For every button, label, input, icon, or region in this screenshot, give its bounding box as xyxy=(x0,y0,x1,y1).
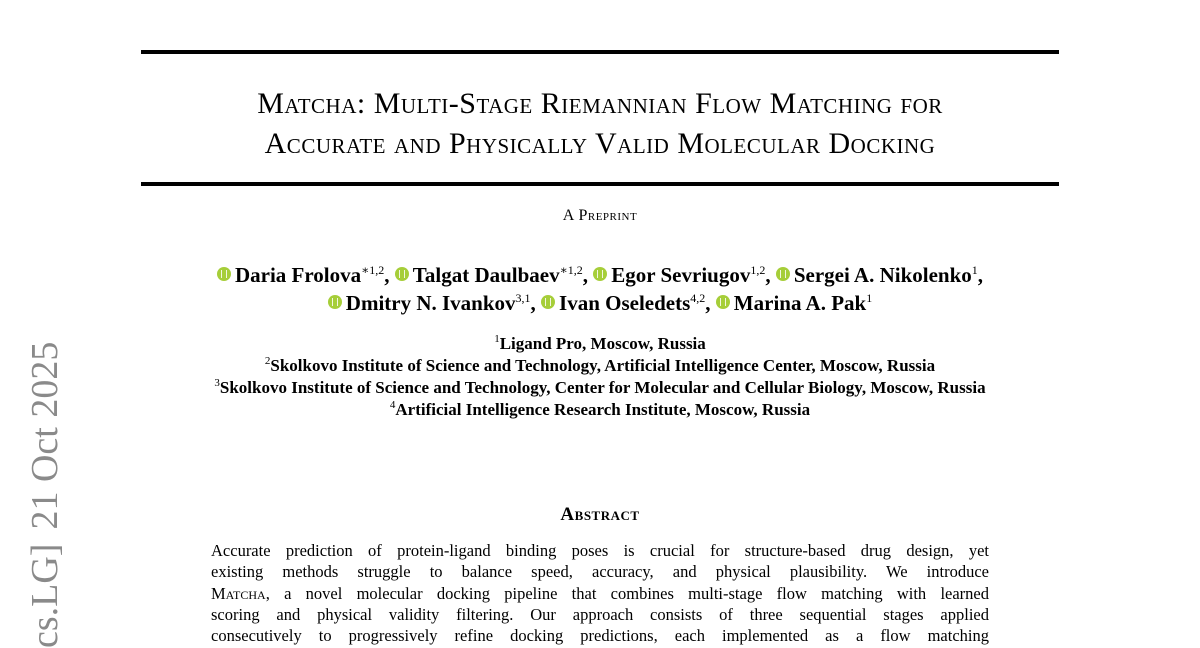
author-affiliation-mark: 1,2 xyxy=(750,263,766,277)
orcid-icon[interactable] xyxy=(328,295,342,309)
affiliation xyxy=(100,333,1100,355)
author-affiliation-mark: 3,1 xyxy=(515,291,531,305)
affiliation xyxy=(100,399,1100,421)
orcid-icon[interactable] xyxy=(395,267,409,281)
orcid-icon[interactable] xyxy=(776,267,790,281)
orcid-icon[interactable] xyxy=(541,295,555,309)
affiliation-text: Ligand Pro, Moscow, Russia xyxy=(499,334,706,353)
author-separator: , xyxy=(705,291,711,315)
author-separator: , xyxy=(530,291,536,315)
author-affiliation-mark: 4,2 xyxy=(690,291,706,305)
title-bottom-rule xyxy=(141,182,1059,186)
author-line-1 xyxy=(100,261,1100,289)
author-affiliation-mark: 1 xyxy=(971,263,978,277)
affiliation xyxy=(100,377,1100,399)
author-name[interactable]: Dmitry N. Ivankov xyxy=(345,291,516,315)
affiliation-number: 4 xyxy=(389,399,396,411)
author-name[interactable]: Ivan Oseledets xyxy=(559,291,691,315)
orcid-icon[interactable] xyxy=(593,267,607,281)
arxiv-category: cs.LG] xyxy=(24,543,66,648)
abstract-line: existing methods struggle to balance speed, accuracy, and physical plausibility. We introduce xyxy=(211,562,989,582)
arxiv-date: 21 Oct 2025 xyxy=(24,341,66,530)
author xyxy=(593,263,770,287)
author xyxy=(541,291,711,315)
author-name[interactable]: Sergei A. Nikolenko xyxy=(793,263,972,287)
abstract-line: consecutively to progressively refine docking predictions, each implemented as a flow matching xyxy=(211,626,989,646)
paper-title xyxy=(141,84,1059,164)
author xyxy=(328,291,536,315)
affiliation-number: 3 xyxy=(214,377,220,389)
author-separator: , xyxy=(384,263,390,287)
author-affiliation-mark: ∗1,2 xyxy=(361,263,385,277)
author-affiliation-mark: ∗1,2 xyxy=(559,263,583,277)
author-line-2 xyxy=(100,289,1100,317)
title-line-1: Matcha: Multi-Stage Riemannian Flow Matching for xyxy=(257,87,943,120)
affiliation-list xyxy=(100,333,1100,421)
author-affiliation-mark: 1 xyxy=(866,291,873,305)
author-name[interactable]: Egor Sevriugov xyxy=(611,263,751,287)
title-top-rule xyxy=(141,50,1059,54)
abstract-line xyxy=(211,583,989,604)
abstract-body xyxy=(211,540,989,646)
author-name[interactable]: Daria Frolova xyxy=(234,263,362,287)
author-separator: , xyxy=(977,263,984,287)
affiliation-number: 2 xyxy=(264,355,271,367)
preprint-label: A Preprint xyxy=(562,207,638,224)
affiliation-text: Skolkovo Institute of Science and Technology, Artificial Intelligence Center, Moscow, Russia xyxy=(270,356,936,375)
affiliation-text: Artificial Intelligence Research Institute, Moscow, Russia xyxy=(395,400,811,419)
orcid-icon[interactable] xyxy=(716,295,730,309)
author-name[interactable]: Talgat Daulbaev xyxy=(412,263,560,287)
title-line-2: Accurate and Physically Valid Molecular Docking xyxy=(264,127,936,160)
author xyxy=(395,263,588,287)
affiliation xyxy=(100,355,1100,377)
orcid-icon[interactable] xyxy=(217,267,231,281)
author-list xyxy=(100,261,1100,317)
author xyxy=(776,263,983,287)
author-separator: , xyxy=(765,263,771,287)
author-separator: , xyxy=(582,263,589,287)
arxiv-side-stamp xyxy=(22,342,68,648)
author xyxy=(217,263,390,287)
abstract-line-text: , a novel molecular docking pipeline that combines multi-stage flow matching with learned xyxy=(265,583,989,603)
abstract-line: Accurate prediction of protein-ligand binding poses is crucial for structure-based drug design, yet xyxy=(211,541,989,560)
affiliation-number: 1 xyxy=(494,333,500,345)
author-name[interactable]: Marina A. Pak xyxy=(733,291,867,315)
affiliation-text: Skolkovo Institute of Science and Technology, Center for Molecular and Cellular Biology, Moscow, Russia xyxy=(219,378,986,397)
author xyxy=(716,291,872,315)
abstract-line: scoring and physical validity filtering. Our approach consists of three sequential stages applied xyxy=(211,604,989,624)
method-name: Matcha xyxy=(211,583,266,603)
abstract-heading: Abstract xyxy=(560,504,640,525)
